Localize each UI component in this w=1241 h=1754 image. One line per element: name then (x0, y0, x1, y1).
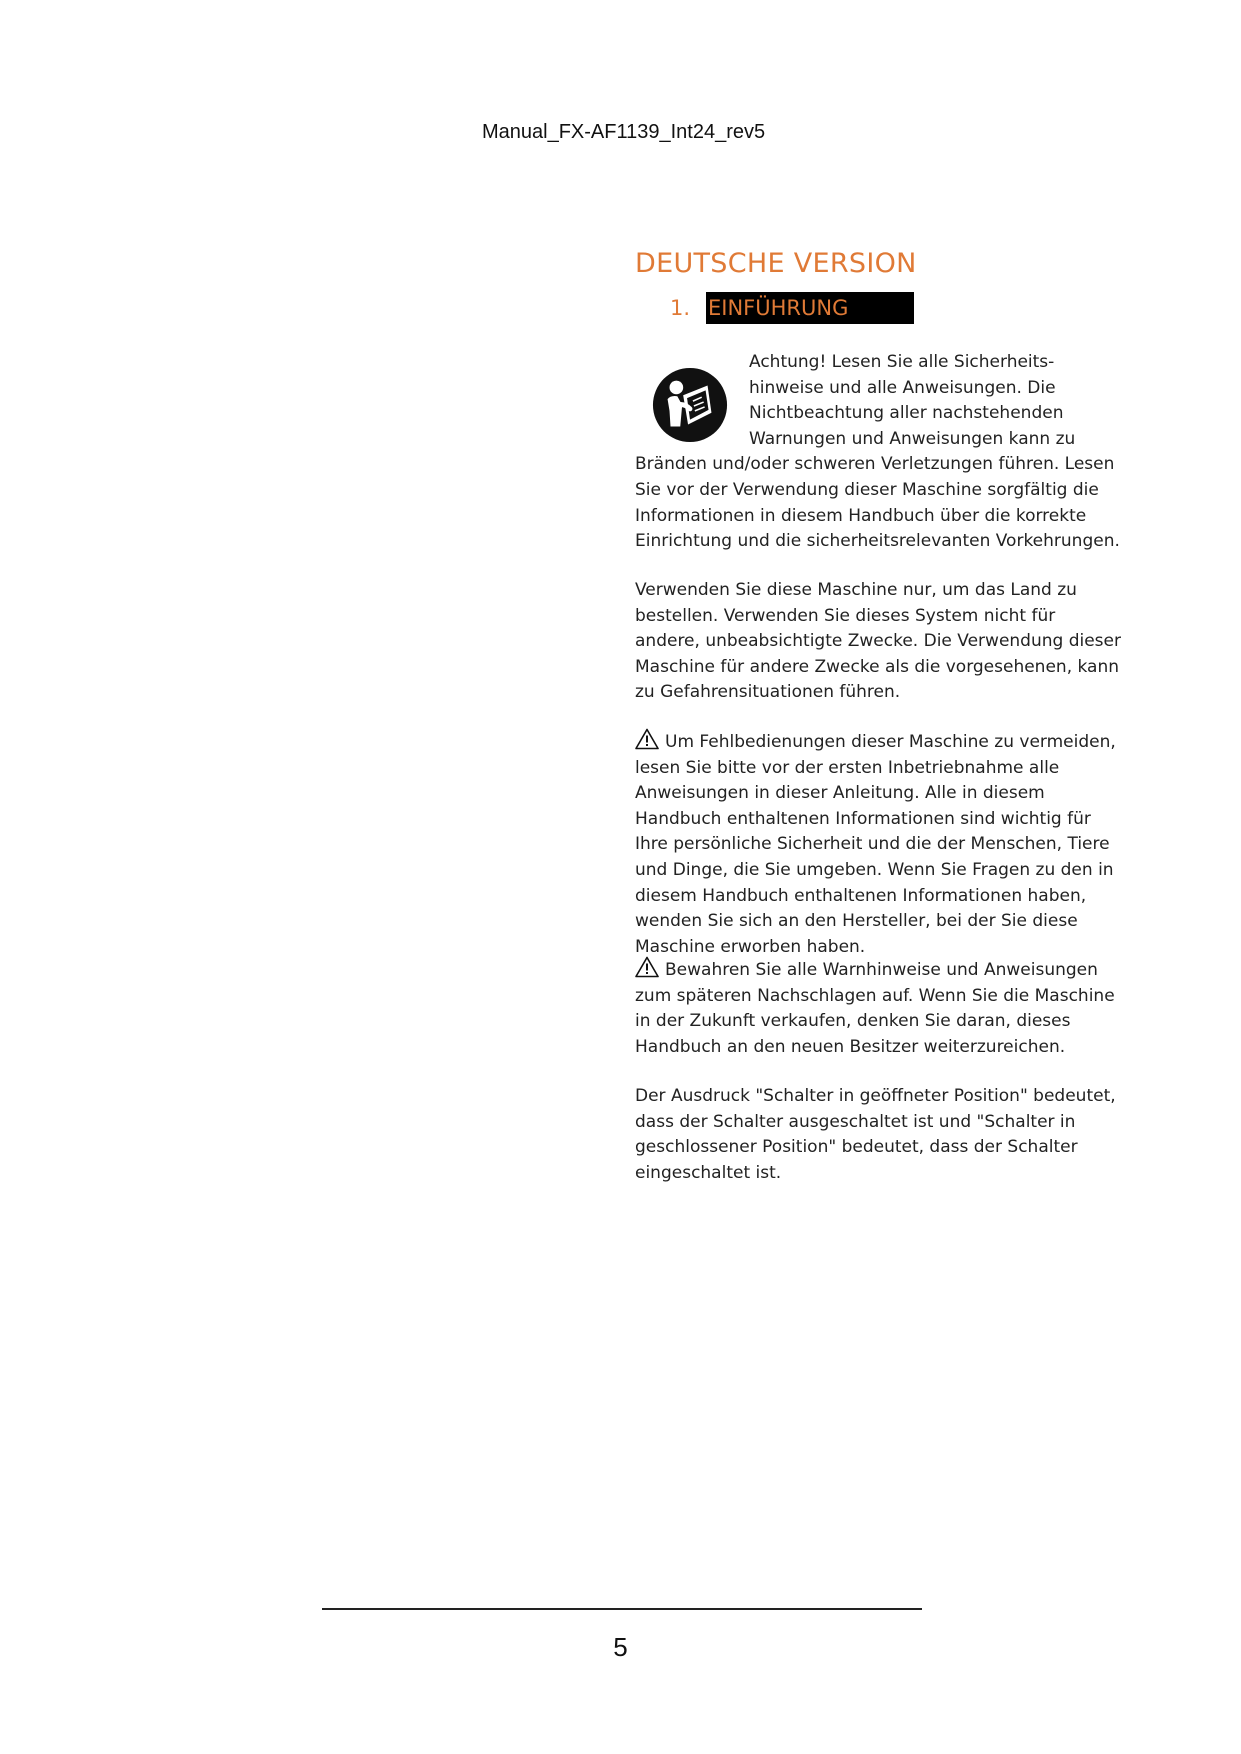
document-id: Manual_FX-AF1139_Int24_rev5 (482, 121, 766, 143)
warning-paragraph-2-block (635, 956, 1125, 1060)
section-title: DEUTSCHE VERSION (635, 248, 917, 279)
intro-paragraph: Achtung! Lesen Sie alle Sicherheits-hinweise und alle Anweisungen. Die Nichtbeachtung aller nachstehenden Warnungen und Anweisungen kann zu Bränden und/oder schweren Verletzungen führen. Lesen Sie vor der Verwendung dieser Maschine sorgfältig die Informationen in diesem Handbuch über die korrekte Einrichtung und die sicherheitsrelevanten Vorkehrungen. (635, 352, 1120, 552)
intro-paragraph-block (635, 350, 1125, 555)
chapter-heading (670, 292, 970, 324)
chapter-number: 1. (670, 296, 691, 320)
warning-paragraph-1: Um Fehlbedienungen dieser Maschine zu vermeiden, lesen Sie bitte vor der ersten Inbetriebnahme alle Anweisungen in dieser Anleitung. Alle in diesem Handbuch enthaltenen Informationen sind wichtig für Ihre persönliche Sicherheit und die der Menschen, Tiere und Dinge, die Sie umgeben. Wenn Sie Fragen zu den in diesem Handbuch enthaltenen Informationen haben, wenden Sie sich an den Hersteller, bei der Sie diese Maschine erworben haben. (635, 732, 1116, 957)
switch-paragraph: Der Ausdruck "Schalter in geöffneter Position" bedeutet, dass der Schalter ausgeschaltet ist und "Schalter in geschlossener Position" bedeutet, dass der Schalter eingeschaltet ist. (635, 1086, 1116, 1183)
warning-triangle-icon (635, 956, 659, 978)
warning-triangle-icon (635, 728, 659, 750)
usage-paragraph-block (635, 578, 1125, 706)
warning-paragraph-1-block (635, 728, 1125, 960)
usage-paragraph: Verwenden Sie diese Maschine nur, um das Land zu bestellen. Verwenden Sie dieses System nicht für andere, unbeabsichtigte Zwecke. Die Verwendung dieser Maschine für andere Zwecke als die vorgesehenen, kann zu Gefahrensituationen führen. (635, 580, 1121, 703)
chapter-heading-highlight (706, 292, 914, 324)
page-number: 5 (613, 1632, 628, 1662)
warning-paragraph-2: Bewahren Sie alle Warnhinweise und Anweisungen zum späteren Nachschlagen auf. Wenn Sie die Maschine in der Zukunft verkaufen, denken Sie daran, dieses Handbuch an den neuen Besitzer weiterzureichen. (635, 960, 1115, 1057)
chapter-title: EINFÜHRUNG (708, 296, 849, 320)
read-manual-icon (651, 366, 729, 444)
switch-paragraph-block (635, 1084, 1125, 1186)
footer-divider (322, 1608, 922, 1610)
